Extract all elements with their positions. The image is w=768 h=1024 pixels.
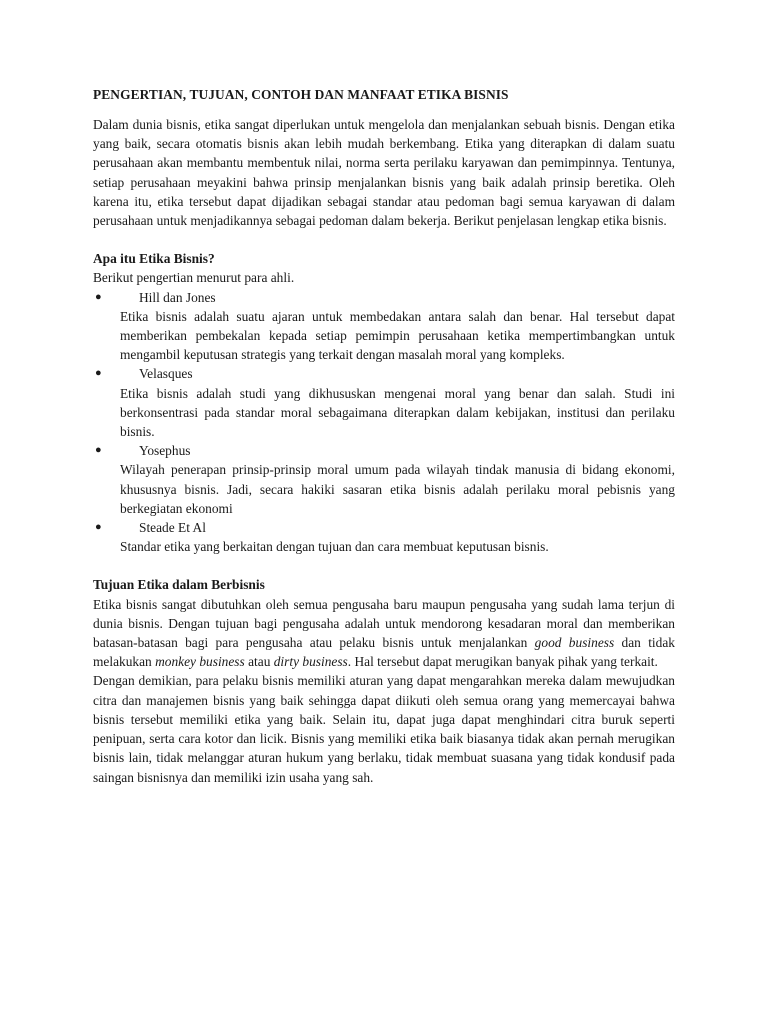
- bullet-icon: ●: [95, 290, 102, 303]
- expert-name: Steade Et Al: [139, 520, 206, 536]
- expert-name: Velasques: [139, 366, 193, 382]
- section-lead: Berikut pengertian menurut para ahli.: [93, 270, 295, 286]
- list-item: [93, 364, 675, 441]
- text-run: atau: [244, 654, 274, 670]
- intro-paragraph: Dalam dunia bisnis, etika sangat diperlukan untuk mengelola dan menjalankan sebuah bisnis. Dengan etika yang baik, secara otomatis bisnis akan lebih mudah berkembang. Etika yang diterapkan di dalam suatu perusahaan akan membantu membentuk nilai, norma serta perilaku karyawan dan pemimpinnya. Tentunya, setiap perusahaan meyakini bahwa prinsip menjalankan bisnis yang baik adalah prinsip beretika. Oleh karena itu, etika tersebut dapat dijadikan sebagai standar atau pedoman bagi semua karyawan di dalam perusahaan untuk menjadikannya sebagai pedoman dalam bekerja. Berikut penjelasan lengkap etika bisnis.: [93, 117, 675, 229]
- emphasis-monkey-business: monkey business: [155, 654, 245, 670]
- purpose-paragraph-1: [93, 595, 675, 672]
- document-page: [93, 84, 675, 787]
- expert-name: Yosephus: [139, 443, 191, 459]
- text-run: . Hal tersebut dapat merugikan banyak pihak yang terkait.: [347, 654, 658, 670]
- bullet-icon: ●: [95, 521, 102, 534]
- expert-description: Wilayah penerapan prinsip-prinsip moral umum pada wilayah tindak manusia di bidang ekonomi, khususnya bisnis. Jadi, secara hakiki sasaran etika bisnis adalah perilaku moral pebisnis yang berkegiatan ekonomi: [120, 462, 675, 516]
- section-heading-definition: Apa itu Etika Bisnis?: [93, 251, 215, 267]
- expert-name: Hill dan Jones: [139, 289, 216, 305]
- document-title: PENGERTIAN, TUJUAN, CONTOH DAN MANFAAT ETIKA BISNIS: [93, 87, 509, 102]
- section-spacer: [93, 556, 675, 575]
- bullet-icon: ●: [95, 444, 102, 457]
- expert-list: [93, 288, 675, 557]
- expert-description: Etika bisnis adalah suatu ajaran untuk membedakan antara salah dan benar. Hal tersebut dapat memberikan pembekalan kepada setiap pemimpin perusahaan ketika mempertimbangkan untuk mengambil keputusan strategis yang terkait dengan masalah moral yang kompleks.: [120, 308, 675, 363]
- expert-description: Standar etika yang berkaitan dengan tujuan dan cara membuat keputusan bisnis.: [120, 539, 549, 555]
- section-heading-purpose: Tujuan Etika dalam Berbisnis: [93, 577, 265, 593]
- list-item: [93, 288, 675, 365]
- bullet-icon: ●: [95, 367, 102, 380]
- text-run: Etika bisnis sangat dibutuhkan oleh semua pengusaha baru maupun pengusaha yang sudah lama terjun di dunia bisnis. Dengan tujuan bagi pengusaha adalah untuk mendorong kesadaran moral dan memberikan batasan-batasan bagi para pengusaha atau pelaku bisnis untuk menjalankan: [93, 596, 675, 651]
- text-run: dan tidak melakukan: [93, 635, 675, 670]
- list-item: [93, 518, 675, 556]
- emphasis-dirty-business: dirty business: [273, 654, 348, 670]
- purpose-paragraph-2: Dengan demikian, para pelaku bisnis memiliki aturan yang dapat mengarahkan mereka dalam mewujudkan citra dan manajemen bisnis yang baik sehingga dapat diikuti oleh semua orang yang memercayai bahwa bisnis tersebut memiliki etika yang baik. Selain itu, dapat juga dapat menghindari citra buruk seperti penipuan, serta cara kotor dan licik. Bisnis yang memiliki etika baik biasanya tidak akan pernah merugikan bisnis lain, tidak melanggar aturan hukum yang berlaku, tidak membuat suasana yang tidak kondusif pada saingan bisnisnya dan memiliki izin usaha yang sah.: [93, 673, 675, 785]
- expert-description: Etika bisnis adalah studi yang dikhususkan mengenai moral yang benar dan salah. Studi ini berkonsentrasi pada standar moral sebagaimana diterapkan dalam kebijakan, institusi dan perilaku bisnis.: [120, 385, 675, 440]
- list-item: [93, 441, 675, 518]
- emphasis-good-business: good business: [534, 635, 615, 651]
